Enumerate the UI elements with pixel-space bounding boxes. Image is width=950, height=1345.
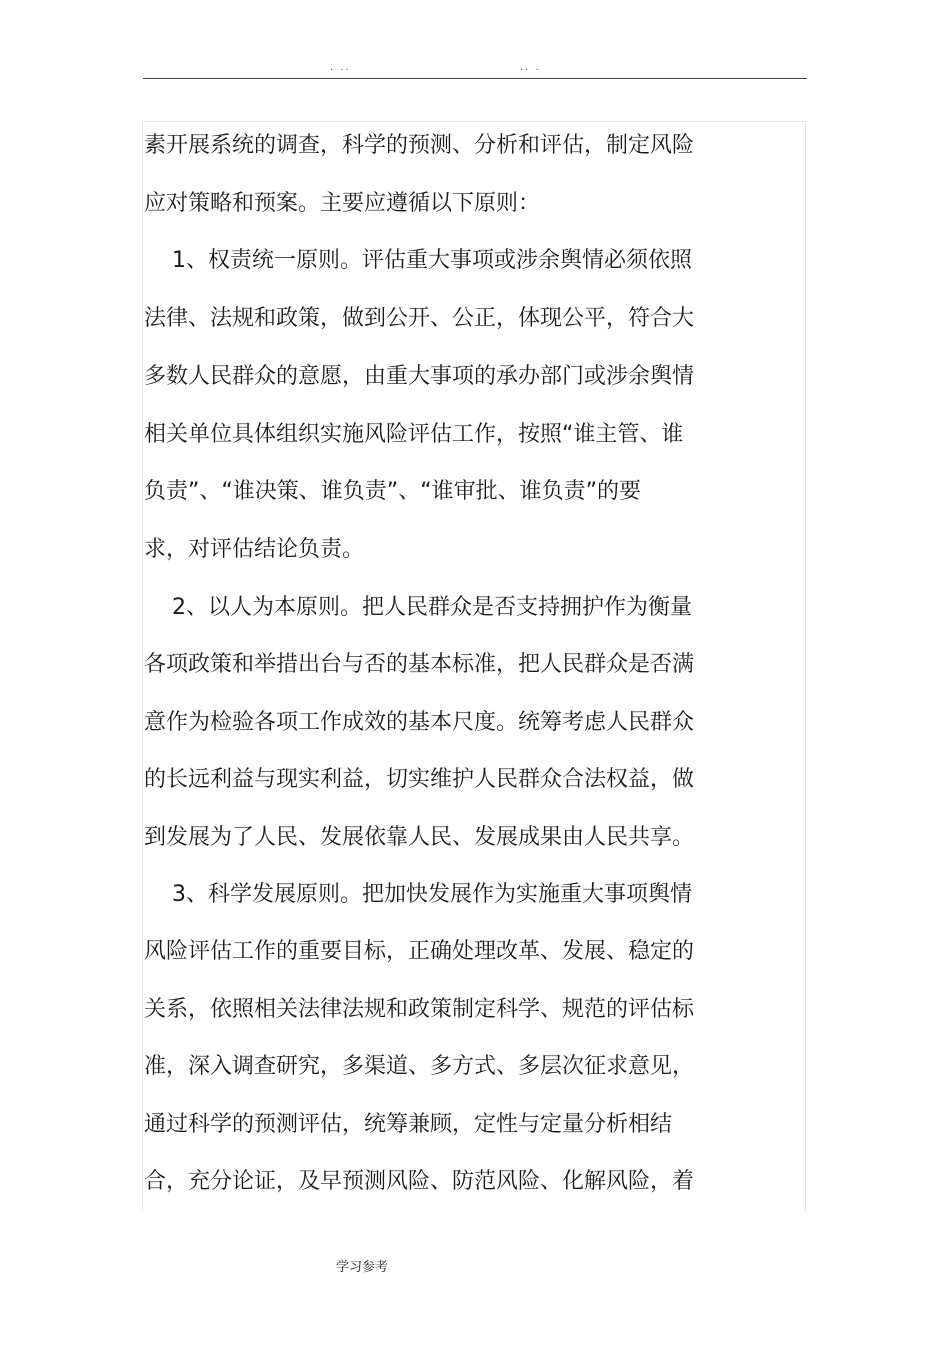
text-line: 合，充分论证，及早预测风险、防范风险、化解风险，着 <box>144 1169 695 1194</box>
header-rule <box>143 78 807 79</box>
text-line: 3、科学发展原则。把加快发展作为实施重大事项舆情 <box>144 882 692 907</box>
text-line: 风险评估工作的重要目标，正确处理改革、发展、稳定的 <box>144 939 695 964</box>
text-line: 通过科学的预测评估，统筹兼顾，定性与定量分析相结 <box>144 1112 673 1137</box>
text-line: 准，深入调查研究，多渠道、多方式、多层次征求意见， <box>144 1054 695 1079</box>
text-line: 到发展为了人民、发展依靠人民、发展成果由人民共享。 <box>144 825 695 850</box>
text-line: 应对策略和预案。主要应遵循以下原则： <box>144 191 541 216</box>
text-line: 相关单位具体组织实施风险评估工作，按照“谁主管、谁 <box>144 422 684 447</box>
header-dots-right: .. . <box>520 62 541 73</box>
text-line: 素开展系统的调查，科学的预测、分析和评估，制定风险 <box>144 133 695 158</box>
text-line: 法律、法规和政策，做到公开、公正，体现公平，符合大 <box>144 306 695 331</box>
page-footer: 学习参考 <box>336 1260 389 1275</box>
text-line: 求，对评估结论负责。 <box>144 537 365 562</box>
text-line: 1、权责统一原则。评估重大事项或涉余舆情必须依照 <box>144 248 692 273</box>
text-line: 关系，依照相关法律法规和政策制定科学、规范的评估标 <box>144 997 695 1022</box>
header-dots-left: . .. <box>330 62 351 73</box>
text-line: 多数人民群众的意愿，由重大事项的承办部门或涉余舆情 <box>144 364 695 389</box>
text-line: 的长远利益与现实利益，切实维护人民群众合法权益，做 <box>144 767 695 792</box>
text-line: 意作为检验各项工作成效的基本尺度。统筹考虑人民群众 <box>144 710 695 735</box>
text-line: 2、以人为本原则。把人民群众是否支持拥护作为衡量 <box>144 595 692 620</box>
text-line: 各项政策和举措出台与否的基本标准，把人民群众是否满 <box>144 652 695 677</box>
text-line: 负责”、“谁决策、谁负责”、“谁审批、谁负责”的要 <box>144 479 641 504</box>
